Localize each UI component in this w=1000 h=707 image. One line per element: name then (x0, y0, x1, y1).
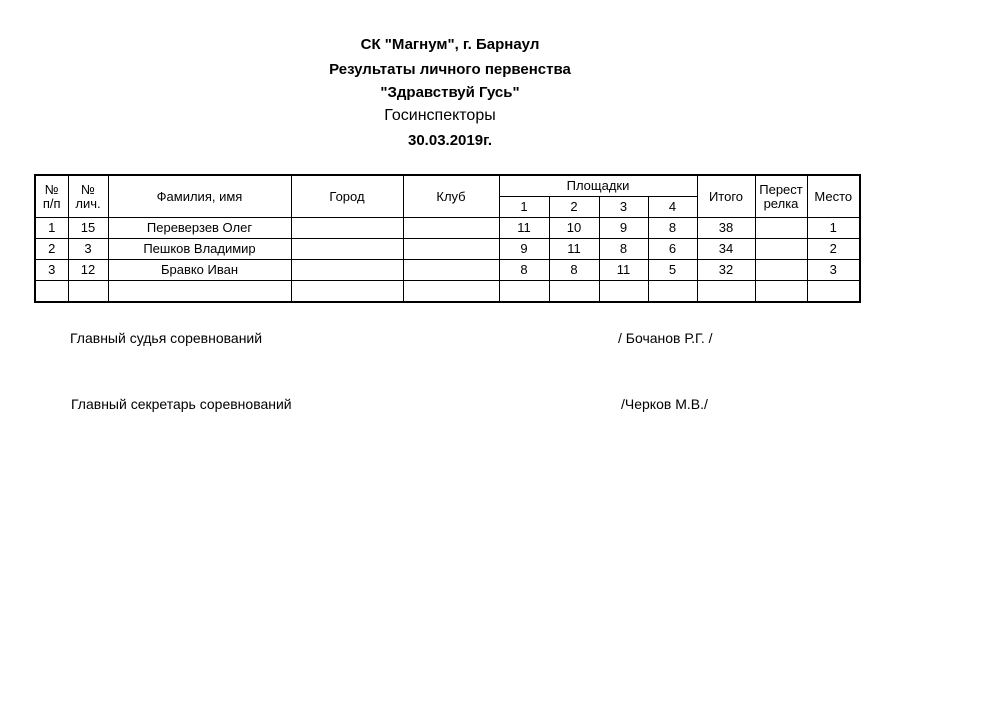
col-num-header: № п/п (35, 175, 68, 218)
row-lic: 12 (68, 260, 108, 281)
row-venue-2: 11 (549, 239, 599, 260)
event-title: "Здравствуй Гусь" (380, 84, 520, 101)
event-date: 30.03.2019г. (408, 132, 492, 149)
secretary-label: Главный секретарь соревнований (71, 396, 292, 412)
row-venue-3: 11 (599, 260, 648, 281)
row-num: 1 (35, 218, 68, 239)
row-venue-4: 6 (648, 239, 697, 260)
col-total-header: Итого (697, 175, 755, 218)
col-city-header: Город (291, 175, 403, 218)
row-club (403, 239, 499, 260)
row-reweigh (755, 239, 807, 260)
row-club (403, 218, 499, 239)
row-venue-1: 9 (499, 239, 549, 260)
row-lic: 15 (68, 218, 108, 239)
row-name: Бравко Иван (108, 260, 291, 281)
row-city (291, 239, 403, 260)
table-row-empty (35, 281, 860, 303)
secretary-name: /Черков М.В./ (621, 396, 708, 412)
row-name: Переверзев Олег (108, 218, 291, 239)
row-place: 3 (807, 260, 860, 281)
row-place: 1 (807, 218, 860, 239)
row-venue-4: 5 (648, 260, 697, 281)
col-lic-header: № лич. (68, 175, 108, 218)
row-lic: 3 (68, 239, 108, 260)
row-club (403, 260, 499, 281)
row-venue-3: 8 (599, 239, 648, 260)
row-name: Пешков Владимир (108, 239, 291, 260)
row-city (291, 260, 403, 281)
row-place: 2 (807, 239, 860, 260)
col-venue-3-header: 3 (599, 197, 648, 218)
row-venue-1: 11 (499, 218, 549, 239)
judge-name: / Бочанов Р.Г. / (618, 330, 713, 346)
row-venue-2: 8 (549, 260, 599, 281)
row-total: 32 (697, 260, 755, 281)
org-title: СК "Магнум", г. Барнаул (360, 36, 540, 53)
table-header (35, 175, 860, 218)
col-venue-1-header: 1 (499, 197, 549, 218)
row-venue-4: 8 (648, 218, 697, 239)
row-reweigh (755, 218, 807, 239)
col-name-header: Фамилия, имя (108, 175, 291, 218)
col-place-header: Место (807, 175, 860, 218)
results-title: Результаты личного первенства (329, 61, 571, 78)
table-row (35, 218, 860, 239)
col-venue-2-header: 2 (549, 197, 599, 218)
table-row (35, 260, 860, 281)
col-venue-4-header: 4 (648, 197, 697, 218)
col-club-header: Клуб (403, 175, 499, 218)
category-title: Госинспекторы (384, 107, 496, 124)
row-total: 34 (697, 239, 755, 260)
col-venues-header: Площадки (499, 175, 697, 197)
row-num: 2 (35, 239, 68, 260)
row-venue-1: 8 (499, 260, 549, 281)
row-num: 3 (35, 260, 68, 281)
row-city (291, 218, 403, 239)
row-venue-2: 10 (549, 218, 599, 239)
row-venue-3: 9 (599, 218, 648, 239)
row-total: 38 (697, 218, 755, 239)
results-table (34, 174, 861, 303)
table-row (35, 239, 860, 260)
judge-label: Главный судья соревнований (70, 330, 263, 346)
row-reweigh (755, 260, 807, 281)
col-reweigh-header: Перест релка (755, 175, 807, 218)
